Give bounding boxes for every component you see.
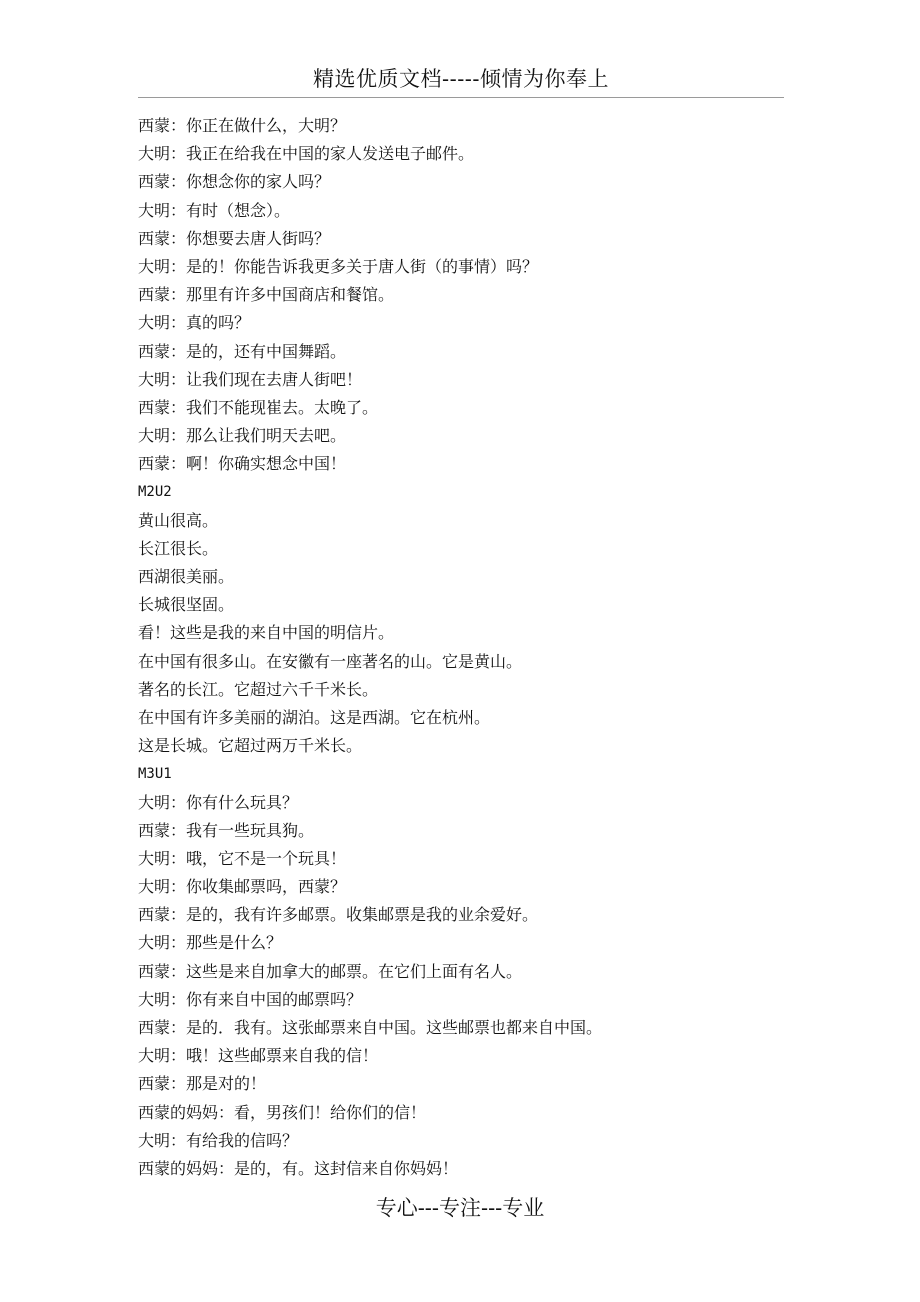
section-heading: M2U2 xyxy=(138,484,172,501)
text-line: 西蒙的妈妈：看，男孩们！给你们的信！ xyxy=(138,1102,427,1122)
text-line: 西蒙：你想要去唐人街吗？ xyxy=(138,228,331,248)
text-line: 西蒙：是的，还有中国舞蹈。 xyxy=(138,341,347,361)
text-line: 大明：哦，它不是一个玩具！ xyxy=(138,848,347,868)
text-line: 西蒙：啊！你确实想念中国！ xyxy=(138,454,347,474)
text-line: 西蒙：我有一些玩具狗。 xyxy=(138,820,315,840)
page-header xyxy=(138,62,784,98)
text-line: 西蒙：是的．我有。这张邮票来自中国。这些邮票也都来自中国。 xyxy=(138,1018,603,1037)
text-line: 大明：那么让我们明天去吧。 xyxy=(138,426,347,446)
text-line: 大明：有时（想念）。 xyxy=(138,200,291,220)
text-line: 大明：真的吗？ xyxy=(138,313,251,333)
text-line: 西蒙的妈妈：是的，有。这封信来自你妈妈！ xyxy=(138,1158,459,1178)
text-line: 在中国有许多美丽的湖泊。这是西湖。它在杭州。 xyxy=(138,707,491,727)
text-line: 大明：你有什么玩具？ xyxy=(138,792,299,812)
text-line: 西蒙：你想念你的家人吗？ xyxy=(138,172,331,192)
text-line: 著名的长江。它超过六千千米长。 xyxy=(138,679,379,699)
text-line: 长城很坚固。 xyxy=(138,595,235,615)
text-line: 西蒙：这些是来自加拿大的邮票。在它们上面有名人。 xyxy=(138,961,523,981)
text-line: 大明：那些是什么？ xyxy=(138,933,283,953)
document-body xyxy=(138,112,788,1183)
text-line: 大明：你有来自中国的邮票吗？ xyxy=(138,989,363,1009)
text-line: 大明：有给我的信吗？ xyxy=(138,1130,299,1150)
text-line: 西蒙：那里有许多中国商店和餐馆。 xyxy=(138,285,395,305)
text-line: 大明：你收集邮票吗，西蒙？ xyxy=(138,877,347,897)
text-line: 这是长城。它超过两万千米长。 xyxy=(138,736,363,756)
text-line: 大明：是的！你能告诉我更多关于唐人街（的事情）吗？ xyxy=(138,256,539,276)
page-footer: 专心---专注---专业 xyxy=(375,1196,545,1220)
text-line: 大明：哦！这些邮票来自我的信！ xyxy=(138,1046,379,1066)
text-line: 黄山很高。 xyxy=(138,510,219,530)
text-line: 大明：我正在给我在中国的家人发送电子邮件。 xyxy=(138,144,475,164)
text-line: 西蒙：你正在做什么，大明？ xyxy=(138,116,347,135)
text-line: 看！这些是我的来自中国的明信片。 xyxy=(138,623,395,643)
text-line: 西蒙：是的，我有许多邮票。收集邮票是我的业余爱好。 xyxy=(138,905,539,925)
text-line: 在中国有很多山。在安徽有一座著名的山。它是黄山。 xyxy=(138,651,523,671)
text-line: 大明：让我们现在去唐人街吧！ xyxy=(138,369,363,389)
text-line: 西蒙：那是对的！ xyxy=(138,1074,267,1094)
text-line: 西蒙：我们不能现崔去。太晚了。 xyxy=(138,397,379,417)
text-line: 长江很长。 xyxy=(138,538,219,558)
header-title: 精选优质文档-----倾情为你奉上 xyxy=(313,67,609,91)
text-line: 西湖很美丽。 xyxy=(138,567,235,586)
section-heading: M3U1 xyxy=(138,766,172,783)
